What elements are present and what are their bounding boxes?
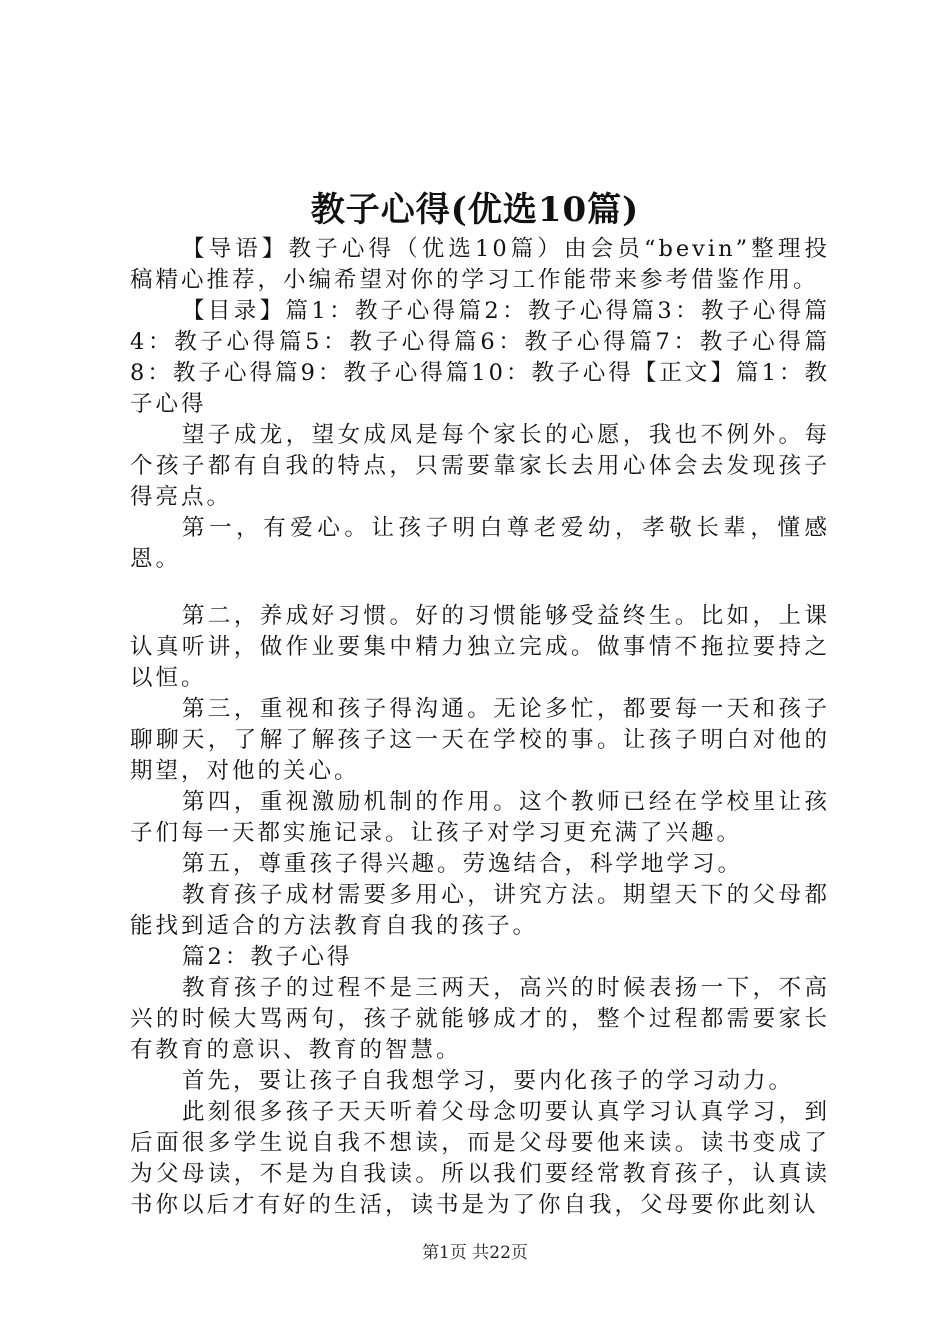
- body-paragraph: 第五，尊重孩子得兴趣。劳逸结合，科学地学习。: [182, 851, 744, 877]
- body-paragraph: 此刻很多孩子天天听着父母念叨要认真学习认真学习，到后面很多学生说自我不想读，而是父母要他来读。读书变成了为父母读，不是为自我读。所以我们要经常教育孩子，认真读书你以后才有好的生活，读书是为了你自我，父母要你此刻认: [130, 1099, 830, 1218]
- body-paragraph: 第四，重视激励机制的作用。这个教师已经在学校里让孩子们每一天都实施记录。让孩子对学习更充满了兴趣。: [130, 789, 830, 846]
- document-body: [130, 234, 830, 1221]
- section-heading: 篇2：教子心得: [182, 944, 353, 970]
- body-paragraph: 教育孩子成材需要多用心，讲究方法。期望天下的父母都能找到适合的方法教育自我的孩子。: [130, 882, 830, 939]
- intro-paragraph: 【导语】教子心得（优选10篇）由会员“bevin”整理投稿精心推荐，小编希望对你的学习工作能带来参考借鉴作用。: [130, 236, 830, 293]
- body-paragraph: 第一，有爱心。让孩子明白尊老爱幼，孝敬长辈，懂感恩。: [130, 515, 830, 572]
- body-paragraph: 首先，要让孩子自我想学习，要内化孩子的学习动力。: [182, 1068, 795, 1094]
- body-paragraph: 教育孩子的过程不是三两天，高兴的时候表扬一下，不高兴的时候大骂两句，孩子就能够成才的，整个过程都需要家长有教育的意识、教育的智慧。: [130, 975, 830, 1063]
- page-number-footer: 第1页 共22页: [422, 1243, 528, 1263]
- body-paragraph: 第二，养成好习惯。好的习惯能够受益终生。比如，上课认真听讲，做作业要集中精力独立完成。做事情不拖拉要持之以恒。: [130, 603, 830, 691]
- body-paragraph: 第三，重视和孩子得沟通。无论多忙，都要每一天和孩子聊聊天，了解了解孩子这一天在学校的事。让孩子明白对他的期望，对他的关心。: [130, 696, 830, 784]
- toc-paragraph: 【目录】篇1：教子心得篇2：教子心得篇3：教子心得篇4：教子心得篇5：教子心得篇6：教子心得篇7：教子心得篇8：教子心得篇9：教子心得篇10：教子心得【正文】篇1：教子心得: [130, 298, 830, 417]
- body-paragraph: 望子成龙，望女成凤是每个家长的心愿，我也不例外。每个孩子都有自我的特点，只需要靠家长去用心体会去发现孩子得亮点。: [130, 422, 830, 510]
- document-title: 教子心得(优选10篇): [310, 190, 640, 230]
